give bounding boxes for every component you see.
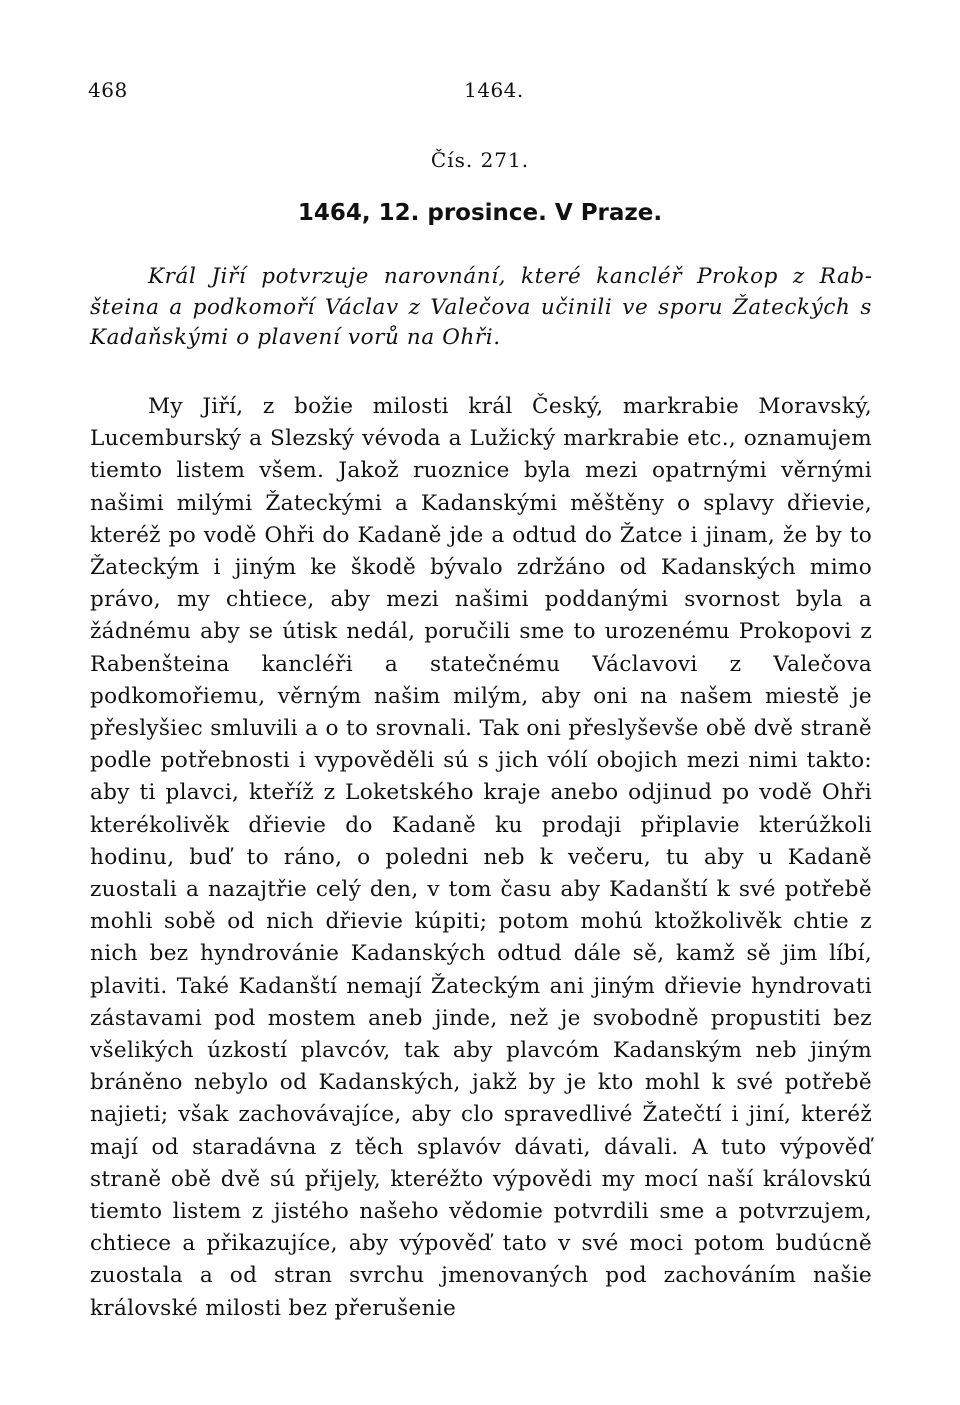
page-header <box>88 78 868 108</box>
document-dateline: 1464, 12. prosince. V Praze. <box>297 200 663 226</box>
document-number: Čís. 271. <box>430 148 530 172</box>
document-body <box>90 391 872 1325</box>
running-head-year: 1464. <box>464 78 524 102</box>
body-text: My Jiří, z božie milosti král Český, markrabie Moravský, Lucemburský a Slezský vévoda a Lužický markrabie etc., oznamujem tiemto listem všem. Jakož ruoznice byla mezi opatrnými věrnými našimi milými Žateckými a Kadanskými měštěny o splavy dřievie, kteréž po vodě Ohři do Kadaně jde a odtud do Žatce i jinam, že by to Žateckým i jiným ke škodě bývalo zdržáno od Kadanských mimo právo, my chtiece, aby mezi našimi poddanými svornost byla a žádnému aby se útisk nedál, poručili sme to urozenému Prokopovi z Rabenšteina kancléři a statečnému Václavovi z Valečova podkomořiemu, věrným našim milým, aby oni na našem miestě je přeslyšiec smluvili a o to srovnali. Tak oni přeslyševše obě dvě straně podle potřebnosti i vypověděli sú s jich vólí obojich mezi nimi takto: aby ti plavci, kteříž z Loketského kraje anebo odjinud po vodě Ohři kterékolivěk dřievie do Kadaně ku prodaji připlavie kterúžkoli hodinu, buď to ráno, o poledni neb k večeru, tu aby u Kadaně zuostali a nazajtřie celý den, v tom času aby Kadanští k své potřebě mohli sobě od nich dřievie kúpiti; potom mohú ktožkolivěk chtie z nich bez hyndrovánie Kadanských odtud dále sě, kamž sě jim líbí, plaviti. Také Kadanští nemají Žateckým ani jiným dřievie hyndrovati zástavami pod mostem aneb jinde, než je svobodně propustiti bez všelikých úzkostí plavcóv, tak aby plavcóm Kadanským neb jiným bráněno nebylo od Kadanských, jakž by je kto mohl k své potřebě najieti; však zachovávajíce, aby clo spravedlivé Žatečtí i jiní, kteréž mají od staradávna z těch splavóv dávati, dávali. A tuto výpověď straně obě dvě sú přijely, kteréžto výpovědi my mocí naší královskú tiemto listem z jistého našeho vědomie potvrdili sme a potvrzujem, chtiece a přikazujíce, aby výpověď tato v své moci potom budúcně zuostala a od stran svrchu jmenovaných pod zachováním našie královské milosti bez přerušenie <box>90 394 872 1321</box>
document-regest <box>90 262 872 354</box>
regest-text: Král Jiří potvrzuje narovnání, které kancléř Prokop z Rabšteina a podkomoří Václav z Valečova učinili ve sporu Žateckých s Kadaňskými o plavení vorů na Ohři. <box>90 264 872 350</box>
page-number: 468 <box>88 78 128 102</box>
